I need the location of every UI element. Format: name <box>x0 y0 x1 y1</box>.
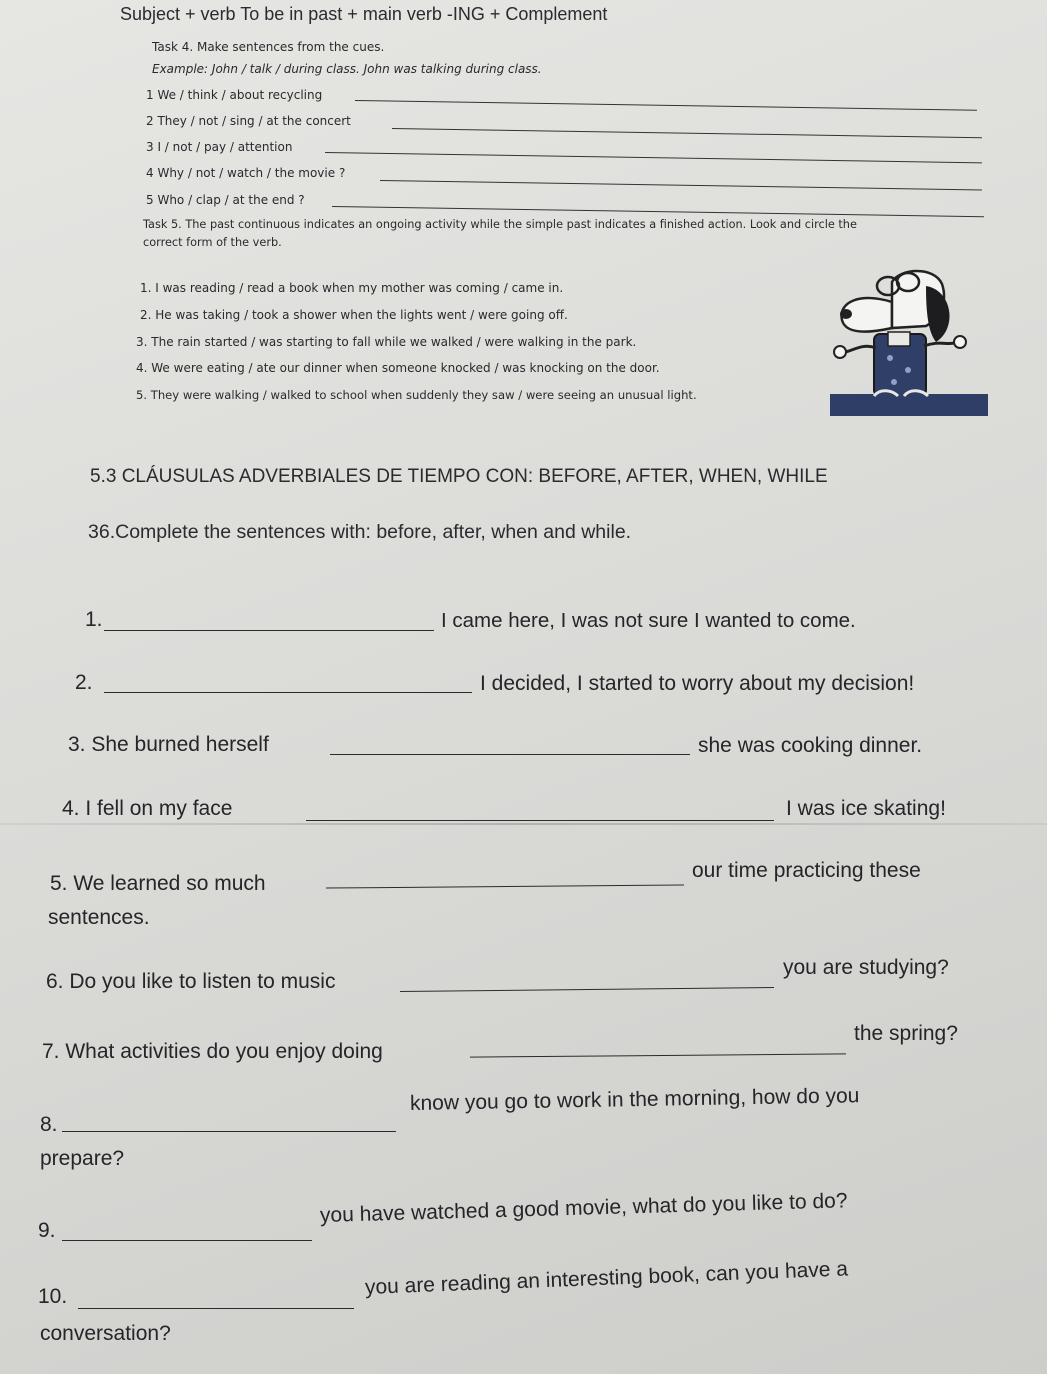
ex36-sentence-2-number: 2. <box>75 671 93 694</box>
task4-answer-line-3[interactable] <box>325 152 982 163</box>
ex36-blank-7[interactable] <box>470 1053 846 1057</box>
ex36-sentence-10-number: 10. <box>38 1285 68 1308</box>
ex36-sentence-1-text: I came here, I was not sure I wanted to come. <box>441 609 856 632</box>
grammar-formula: Subject + verb To be in past + main verb -ING + Complement <box>120 4 608 24</box>
task4-answer-line-2[interactable] <box>392 128 982 138</box>
task5-item-5[interactable]: 5. They were walking / walked to school when suddenly they saw / were seeing an unusual light. <box>136 388 697 402</box>
section-heading: 5.3 CLÁUSULAS ADVERBIALES DE TIEMPO CON: BEFORE, AFTER, WHEN, WHILE <box>90 466 828 487</box>
task4-answer-line-1[interactable] <box>355 100 977 111</box>
ex36-sentence-3-start: 3. She burned herself <box>68 733 269 756</box>
ex36-blank-8[interactable] <box>62 1131 396 1132</box>
task4-title: Task 4. Make sentences from the cues. <box>152 40 385 54</box>
ex36-blank-6[interactable] <box>400 987 774 992</box>
task4-item-5: 5 Who / clap / at the end ? <box>146 193 305 207</box>
ex36-sentence-5-end: our time practicing these <box>692 859 921 882</box>
task5-item-2[interactable]: 2. He was taking / took a shower when the lights went / were going off. <box>140 308 568 322</box>
ex36-sentence-2-text: I decided, I started to worry about my decision! <box>480 672 915 695</box>
ex36-sentence-4-start: 4. I fell on my face <box>62 797 233 820</box>
task4-item-4: 4 Why / not / watch / the movie ? <box>146 166 346 180</box>
task5-title-line1: Task 5. The past continuous indicates an ongoing activity while the simple past indicates a finished action. Look and circle the <box>143 218 857 231</box>
ex36-sentence-8-number: 8. <box>40 1113 58 1136</box>
ex36-sentence-4-end: I was ice skating! <box>786 797 946 820</box>
task4-answer-line-5[interactable] <box>332 206 984 217</box>
ex36-blank-4[interactable] <box>306 820 774 821</box>
task4-item-2: 2 They / not / sing / at the concert <box>146 114 351 128</box>
ex36-sentence-8-continuation: prepare? <box>40 1147 125 1170</box>
task5-title-line2: correct form of the verb. <box>143 236 282 249</box>
paper-fold-crease <box>0 823 1047 825</box>
task4-example: Example: John / talk / during class. John was talking during class. <box>152 62 542 76</box>
cartoon-dog-illustration <box>830 262 988 416</box>
task5-item-3[interactable]: 3. The rain started / was starting to fall while we walked / were walking in the park. <box>136 335 637 349</box>
ex36-sentence-6-start: 6. Do you like to listen to music <box>46 970 336 993</box>
ex36-sentence-3-end: she was cooking dinner. <box>698 734 923 757</box>
ex36-sentence-10-continuation: conversation? <box>40 1322 171 1345</box>
ex36-blank-10[interactable] <box>78 1308 354 1309</box>
ex36-blank-5[interactable] <box>326 884 684 888</box>
ex36-sentence-10-text: you are reading an interesting book, can you have a <box>364 1257 849 1299</box>
ex36-sentence-5-continuation: sentences. <box>48 906 150 929</box>
ex36-sentence-5-start: 5. We learned so much <box>50 872 266 895</box>
task5-item-4[interactable]: 4. We were eating / ate our dinner when someone knocked / was knocking on the door. <box>136 361 660 375</box>
ex36-sentence-7-end: the spring? <box>854 1022 958 1045</box>
ex36-blank-3[interactable] <box>330 754 690 755</box>
ex36-sentence-8-text: know you go to work in the morning, how do you <box>409 1084 860 1115</box>
ex36-blank-9[interactable] <box>62 1240 312 1241</box>
ex36-sentence-9-text: you have watched a good movie, what do you like to do? <box>319 1189 848 1227</box>
task4-item-3: 3 I / not / pay / attention <box>146 140 293 154</box>
task4-answer-line-4[interactable] <box>380 180 982 190</box>
ex36-sentence-6-end: you are studying? <box>783 956 949 979</box>
ex36-blank-2[interactable] <box>104 692 472 693</box>
ex36-sentence-1-number: 1. <box>85 608 103 631</box>
task5-item-1[interactable]: 1. I was reading / read a book when my mother was coming / came in. <box>140 281 564 295</box>
ex36-sentence-9-number: 9. <box>38 1219 56 1242</box>
ex36-blank-1[interactable] <box>104 630 434 631</box>
exercise-36-instruction: 36.Complete the sentences with: before, after, when and while. <box>88 521 632 543</box>
ex36-sentence-7-start: 7. What activities do you enjoy doing <box>42 1040 383 1063</box>
task4-item-1: 1 We / think / about recycling <box>146 88 323 102</box>
